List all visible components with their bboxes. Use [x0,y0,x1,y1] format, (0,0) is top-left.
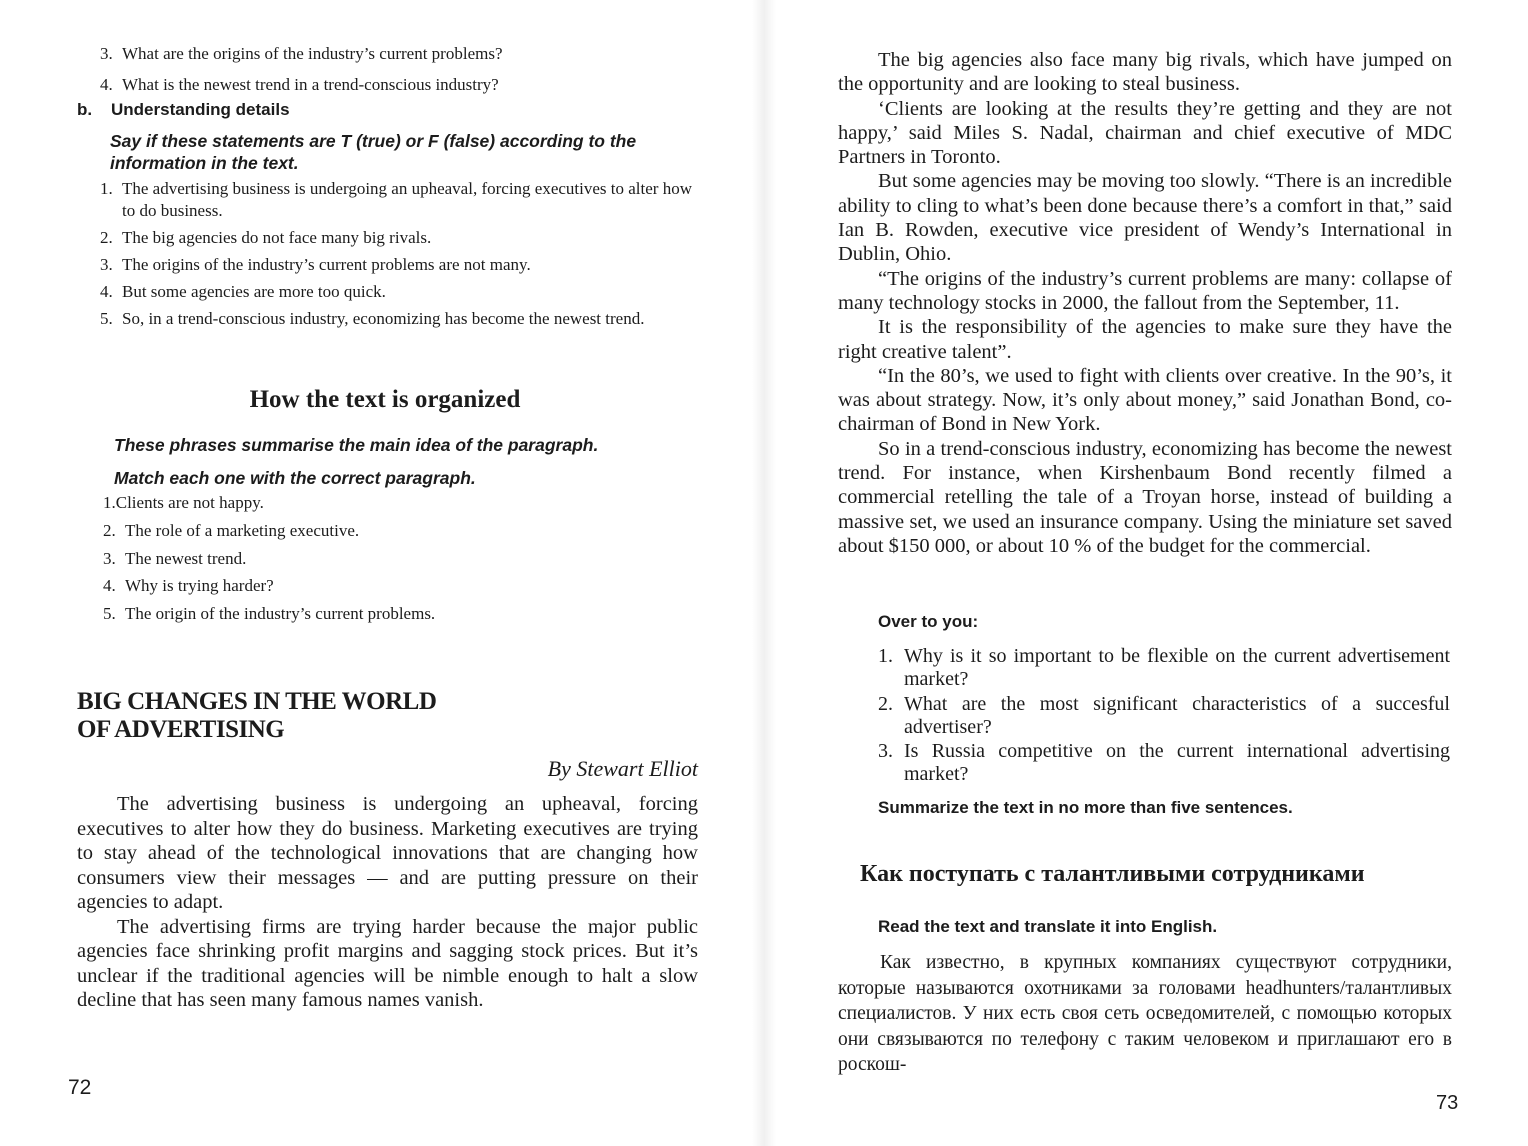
section-heading-organized: How the text is organized [249,386,521,413]
page-number: 73 [1436,1092,1459,1114]
list-item: 3. The newest trend. [103,548,247,568]
list-item: 4. What is the newest trend in a trend-conscious industry? [100,75,499,94]
paragraph: But some agencies may be moving too slowly. “There is an incredible ability to cling to what’s been done because there’s a comfort in that,” said Ian B. Rowden, executive vice president of Wendy’s International in Dublin, Ohio. [838,170,1452,266]
matching-instructions: These phrases summarise the main idea of the paragraph. Match each one with the correct paragraph. [114,435,599,488]
paragraph: Как известно, в крупных компаниях существуют сотрудники, которые называются охотниками за головами headhunters/талантливых специалистов. У них есть своя сеть осведомителей, с помощью которых они связываются по телефону с таким человеком и приглашают его в роскош- [838,952,1452,1075]
comprehension-questions [100,38,720,100]
list-item: 1. The advertising business is undergoing an upheaval, forcing executives to alter how to do business. [100,179,692,220]
paragraph: The advertising business is undergoing an upheaval, forcing executives to alter how they do business. Marketing executives are trying to stay ahead of the technological innovations that are changing how consumers view their messages — and are putting pressure on their agencies to adapt. [77,793,698,913]
paragraph: The advertising firms are trying harder because the major public agencies face shrinking profit margins and sagging stock prices. But it’s unclear if the traditional agencies will be nimble enough to halt a slow decline that has seen many famous names vanish. [77,915,698,1011]
russian-section-title: Как поступать с талантливыми сотрудниками [860,861,1365,887]
list-item: 4. But some agencies are more too quick. [100,282,386,301]
list-item: 5. The origin of the industry’s current problems. [103,604,436,624]
summarize-instruction: Summarize the text in no more than five sentences. [878,798,1293,817]
list-item: 1. Clients are not happy. [103,493,264,512]
section-heading-understanding-details: b. Understanding details [77,100,290,119]
list-item: 3. Is Russia competitive on the current international advertising market? [878,740,1450,786]
paragraph: It is the responsibility of the agencies to make sure they have the right creative talent”. [838,316,1452,363]
paragraph: ‘Clients are looking at the results they’re getting and they are not happy,’ said Miles S. Nadal, chairman and chief executive of MDC Partners in Toronto. [838,97,1452,169]
discussion-questions [878,645,1450,788]
paragraph: “In the 80’s, we used to fight with clients over creative. In the 90’s, it was about strategy. Now, it’s only about money,” said Jonathan Bond, co-chairman of Bond in New York. [838,364,1452,436]
paragraph: So in a trend-conscious industry, economizing has become the newest trend. For instance, when Kirshenbaum Bond recently filmed a commercial retelling the tale of a Troyan horse, instead of building a massive set, we used an insurance company. Using the miniature set saved about $150 000, or about 10 % of the budget for the commercial. [838,437,1452,557]
list-item: 3. What are the origins of the industry’s current problems? [100,44,503,63]
true-false-statements [100,178,705,335]
article-title: BIG CHANGES IN THE WORLD OF ADVERTISING [77,688,437,743]
list-item: 1. Why is it so important to be flexible on the current advertisement market? [878,645,1450,691]
translate-instruction: Read the text and translate it into English. [878,917,1218,936]
page-number: 72 [68,1076,92,1099]
over-to-you-heading: Over to you: [878,612,979,631]
article-body [77,792,698,1013]
true-false-instruction: Say if these statements are T (true) or F (false) according to the information in the text. [110,131,637,173]
list-item: 4. Why is trying harder? [103,576,274,596]
list-item: 2. What are the most significant characteristics of a succesful advertiser? [878,692,1450,738]
paragraph: The big agencies also face many big rivals, which have jumped on the opportunity and are looking to steal business. [838,49,1452,96]
list-item: 2. The role of a marketing executive. [103,520,360,540]
article-continued [838,48,1452,558]
matching-list [103,489,435,628]
paragraph: “The origins of the industry’s current problems are many: collapse of many technology stocks in 2000, the fallout from the September, 11. [838,267,1452,314]
right-page [764,0,1528,1146]
article-byline: By Stewart Elliot [547,756,698,781]
list-item: 5. So, in a trend-conscious industry, economizing has become the newest trend. [100,309,645,328]
list-item: 3. The origins of the industry’s current problems are not many. [100,255,531,274]
russian-text [838,950,1452,1078]
list-item: 2. The big agencies do not face many big rivals. [100,228,432,247]
